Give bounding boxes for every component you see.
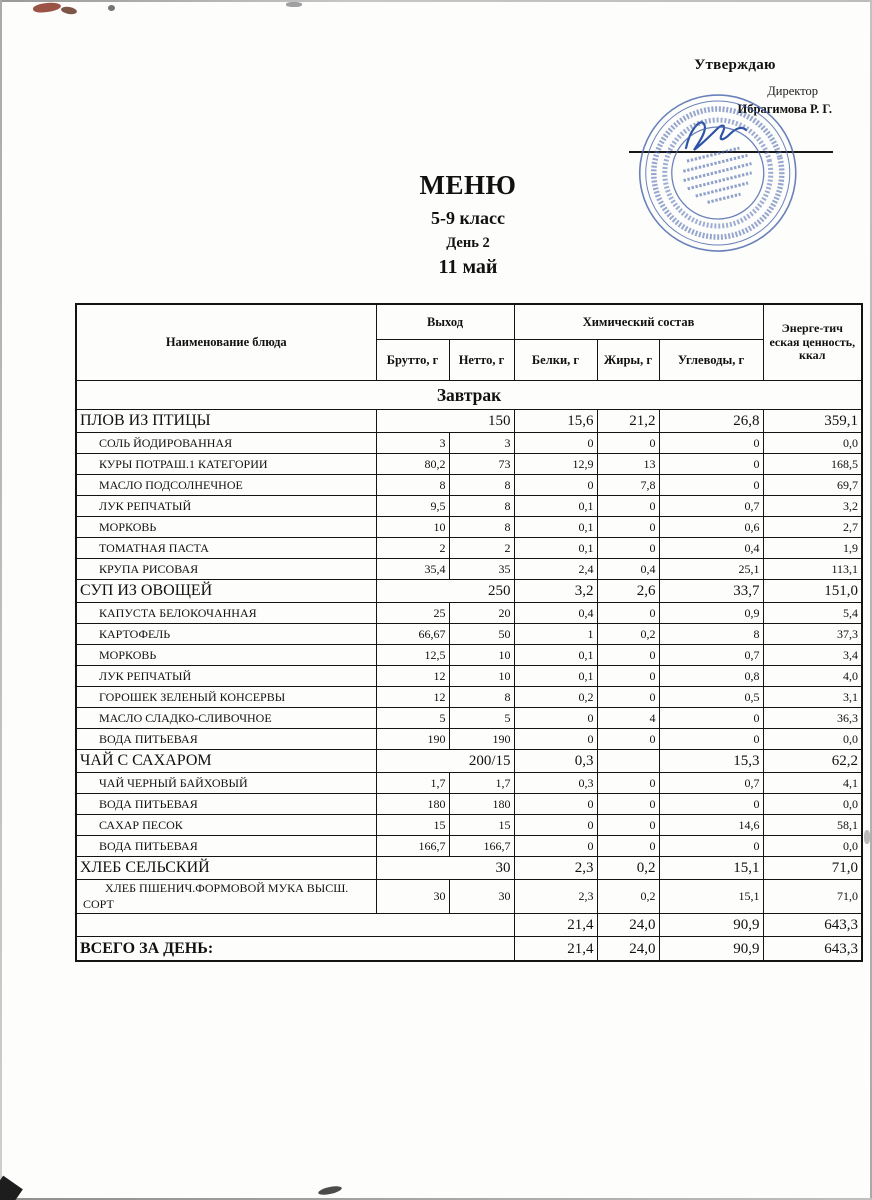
brutto-value: 66,67 (376, 624, 449, 645)
scan-edge-top (0, 0, 872, 2)
protein-value: 0,1 (514, 517, 597, 538)
carbs-value: 0,5 (659, 687, 763, 708)
col-header-output: Выход (376, 304, 514, 340)
netto-value: 5 (449, 708, 514, 729)
protein-value: 3,2 (514, 580, 597, 603)
protein-value: 0,1 (514, 666, 597, 687)
protein-value: 0,4 (514, 603, 597, 624)
netto-value: 73 (449, 454, 514, 475)
brutto-value: 15 (376, 815, 449, 836)
netto-value: 190 (449, 729, 514, 750)
protein-total: 21,4 (514, 914, 597, 937)
kcal-value: 3,4 (763, 645, 862, 666)
carbs-total: 90,9 (659, 914, 763, 937)
netto-value: 3 (449, 433, 514, 454)
kcal-value: 359,1 (763, 410, 862, 433)
menu-row-ingredient (76, 666, 862, 687)
fat-total: 24,0 (597, 914, 659, 937)
date-subtitle: 11 май (438, 256, 498, 278)
menu-table (75, 303, 863, 962)
kcal-value: 4,1 (763, 773, 862, 794)
carbs-value: 14,6 (659, 815, 763, 836)
kcal-total: 643,3 (763, 914, 862, 937)
brutto-value: 1,7 (376, 773, 449, 794)
protein-total: 21,4 (514, 937, 597, 962)
menu-row-ingredient (76, 517, 862, 538)
fat-value: 21,2 (597, 410, 659, 433)
col-header-energy: Энерге-тич еская ценность, ккал (763, 304, 862, 381)
output-netto-value: 200/15 (376, 750, 514, 773)
director-title: Директор (767, 84, 818, 98)
netto-value: 30 (449, 880, 514, 914)
menu-row-ingredient (76, 433, 862, 454)
brutto-value: 2 (376, 538, 449, 559)
carbs-value: 0,6 (659, 517, 763, 538)
fat-value: 0 (597, 496, 659, 517)
carbs-value: 33,7 (659, 580, 763, 603)
carbs-value: 0,9 (659, 603, 763, 624)
section-title: Завтрак (76, 381, 862, 410)
carbs-value: 0,8 (659, 666, 763, 687)
protein-value: 12,9 (514, 454, 597, 475)
fat-value: 0 (597, 729, 659, 750)
carbs-value: 0 (659, 836, 763, 857)
scan-edge-left (0, 0, 2, 1200)
col-header-protein: Белки, г (514, 340, 597, 381)
netto-value: 50 (449, 624, 514, 645)
netto-value: 8 (449, 517, 514, 538)
carbs-total: 90,9 (659, 937, 763, 962)
fat-value: 0 (597, 687, 659, 708)
ingredient-name: МАСЛО ПОДСОЛНЕЧНОЕ (76, 475, 376, 496)
dish-name: СУП ИЗ ОВОЩЕЙ (76, 580, 376, 603)
protein-value: 0 (514, 433, 597, 454)
carbs-value: 0,7 (659, 773, 763, 794)
netto-value: 20 (449, 603, 514, 624)
scan-mark (864, 830, 870, 844)
kcal-value: 58,1 (763, 815, 862, 836)
brutto-value: 25 (376, 603, 449, 624)
carbs-value: 15,3 (659, 750, 763, 773)
protein-value: 0 (514, 836, 597, 857)
menu-row-ingredient (76, 815, 862, 836)
kcal-value: 71,0 (763, 857, 862, 880)
menu-title: МЕНЮ (419, 170, 517, 200)
fat-value (597, 750, 659, 773)
menu-row-dish (76, 580, 862, 603)
protein-value: 0,3 (514, 773, 597, 794)
scan-mark (318, 1185, 343, 1197)
title-block (75, 170, 861, 279)
kcal-value: 71,0 (763, 880, 862, 914)
menu-row-dish (76, 857, 862, 880)
scan-mark (33, 1, 62, 14)
grand-total-label: ВСЕГО ЗА ДЕНЬ: (76, 937, 514, 962)
brutto-value: 9,5 (376, 496, 449, 517)
grade-subtitle: 5-9 класс (431, 208, 505, 228)
col-header-chemical: Химический состав (514, 304, 763, 340)
netto-value: 8 (449, 687, 514, 708)
menu-row-ingredient (76, 645, 862, 666)
ingredient-name: ГОРОШЕК ЗЕЛЕНЫЙ КОНСЕРВЫ (76, 687, 376, 708)
col-header-carbs: Углеводы, г (659, 340, 763, 381)
ingredient-name: КАПУСТА БЕЛОКОЧАННАЯ (76, 603, 376, 624)
protein-value: 0,1 (514, 496, 597, 517)
brutto-value: 5 (376, 708, 449, 729)
fat-value: 0,2 (597, 857, 659, 880)
ingredient-name: ВОДА ПИТЬЕВАЯ (76, 729, 376, 750)
kcal-value: 1,9 (763, 538, 862, 559)
fat-value: 0 (597, 836, 659, 857)
output-netto-value: 150 (376, 410, 514, 433)
ingredient-name: САХАР ПЕСОК (76, 815, 376, 836)
fat-value: 0 (597, 815, 659, 836)
netto-value: 180 (449, 794, 514, 815)
menu-row-sum (76, 914, 862, 937)
menu-row-ingredient (76, 475, 862, 496)
protein-value: 0,2 (514, 687, 597, 708)
director-name: Ибрагимова Р. Г. (737, 102, 832, 116)
fat-value: 13 (597, 454, 659, 475)
brutto-value: 30 (376, 880, 449, 914)
kcal-total: 643,3 (763, 937, 862, 962)
protein-value: 0 (514, 815, 597, 836)
kcal-value: 151,0 (763, 580, 862, 603)
protein-value: 2,3 (514, 857, 597, 880)
menu-row-ingredient (76, 794, 862, 815)
menu-table-body (76, 381, 862, 962)
menu-row-ingredient (76, 773, 862, 794)
section-row (76, 381, 862, 410)
menu-row-ingredient (76, 603, 862, 624)
protein-value: 2,4 (514, 559, 597, 580)
protein-value: 0,1 (514, 645, 597, 666)
brutto-value: 180 (376, 794, 449, 815)
netto-value: 1,7 (449, 773, 514, 794)
carbs-value: 8 (659, 624, 763, 645)
menu-row-ingredient (76, 729, 862, 750)
col-header-dish-name: Наименование блюда (76, 304, 376, 381)
menu-row-ingredient (76, 687, 862, 708)
menu-row-ingredient (76, 880, 862, 914)
carbs-value: 0 (659, 729, 763, 750)
netto-value: 2 (449, 538, 514, 559)
fat-value: 0,2 (597, 880, 659, 914)
output-netto-value: 30 (376, 857, 514, 880)
brutto-value: 12,5 (376, 645, 449, 666)
netto-value: 166,7 (449, 836, 514, 857)
brutto-value: 12 (376, 687, 449, 708)
brutto-value: 10 (376, 517, 449, 538)
kcal-value: 4,0 (763, 666, 862, 687)
protein-value: 0,3 (514, 750, 597, 773)
carbs-value: 0 (659, 794, 763, 815)
protein-value: 1 (514, 624, 597, 645)
fat-value: 0 (597, 773, 659, 794)
carbs-value: 0,4 (659, 538, 763, 559)
kcal-value: 2,7 (763, 517, 862, 538)
kcal-value: 62,2 (763, 750, 862, 773)
netto-value: 10 (449, 666, 514, 687)
fat-value: 0 (597, 538, 659, 559)
col-header-brutto: Брутто, г (376, 340, 449, 381)
menu-row-ingredient (76, 538, 862, 559)
fat-value: 4 (597, 708, 659, 729)
kcal-value: 0,0 (763, 729, 862, 750)
scan-mark (0, 1176, 23, 1200)
fat-value: 0 (597, 433, 659, 454)
menu-row-grand (76, 937, 862, 962)
ingredient-name: СОЛЬ ЙОДИРОВАННАЯ (76, 433, 376, 454)
protein-value: 0 (514, 729, 597, 750)
protein-value: 0 (514, 708, 597, 729)
output-netto-value: 250 (376, 580, 514, 603)
header-row-1 (76, 304, 862, 340)
brutto-value: 35,4 (376, 559, 449, 580)
menu-row-ingredient (76, 836, 862, 857)
netto-value: 15 (449, 815, 514, 836)
fat-value: 0 (597, 517, 659, 538)
carbs-value: 0,7 (659, 496, 763, 517)
kcal-value: 69,7 (763, 475, 862, 496)
carbs-value: 0 (659, 454, 763, 475)
fat-value: 0,2 (597, 624, 659, 645)
brutto-value: 8 (376, 475, 449, 496)
fat-value: 0,4 (597, 559, 659, 580)
fat-value: 0 (597, 666, 659, 687)
menu-row-ingredient (76, 454, 862, 475)
scan-mark (286, 2, 302, 7)
netto-value: 10 (449, 645, 514, 666)
ingredient-name: КРУПА РИСОВАЯ (76, 559, 376, 580)
carbs-value: 0 (659, 475, 763, 496)
protein-value: 0 (514, 475, 597, 496)
col-header-fat: Жиры, г (597, 340, 659, 381)
col-header-netto: Нетто, г (449, 340, 514, 381)
kcal-value: 37,3 (763, 624, 862, 645)
carbs-value: 26,8 (659, 410, 763, 433)
menu-row-ingredient (76, 496, 862, 517)
ingredient-name: ЧАЙ ЧЕРНЫЙ БАЙХОВЫЙ (76, 773, 376, 794)
ingredient-name: КАРТОФЕЛЬ (76, 624, 376, 645)
protein-value: 0 (514, 794, 597, 815)
carbs-value: 15,1 (659, 857, 763, 880)
fat-value: 0 (597, 645, 659, 666)
dish-name: ЧАЙ С САХАРОМ (76, 750, 376, 773)
kcal-value: 36,3 (763, 708, 862, 729)
carbs-value: 0,7 (659, 645, 763, 666)
dish-name: ХЛЕБ СЕЛЬСКИЙ (76, 857, 376, 880)
ingredient-name: ВОДА ПИТЬЕВАЯ (76, 836, 376, 857)
day-subtitle: День 2 (446, 235, 490, 251)
dish-name: ПЛОВ ИЗ ПТИЦЫ (76, 410, 376, 433)
kcal-value: 3,1 (763, 687, 862, 708)
fat-value: 7,8 (597, 475, 659, 496)
carbs-value: 0 (659, 708, 763, 729)
brutto-value: 190 (376, 729, 449, 750)
ingredient-name: ТОМАТНАЯ ПАСТА (76, 538, 376, 559)
ingredient-name: МОРКОВЬ (76, 645, 376, 666)
ingredient-name: ЛУК РЕПЧАТЫЙ (76, 496, 376, 517)
kcal-value: 168,5 (763, 454, 862, 475)
scan-mark (61, 6, 78, 15)
fat-value: 0 (597, 794, 659, 815)
menu-row-ingredient (76, 708, 862, 729)
carbs-value: 25,1 (659, 559, 763, 580)
fat-value: 0 (597, 603, 659, 624)
fat-value: 2,6 (597, 580, 659, 603)
netto-value: 8 (449, 475, 514, 496)
protein-value: 15,6 (514, 410, 597, 433)
carbs-value: 15,1 (659, 880, 763, 914)
menu-row-dish (76, 410, 862, 433)
protein-value: 2,3 (514, 880, 597, 914)
kcal-value: 0,0 (763, 836, 862, 857)
menu-row-ingredient (76, 559, 862, 580)
kcal-value: 0,0 (763, 433, 862, 454)
kcal-value: 0,0 (763, 794, 862, 815)
brutto-value: 166,7 (376, 836, 449, 857)
ingredient-name: МОРКОВЬ (76, 517, 376, 538)
fat-total: 24,0 (597, 937, 659, 962)
netto-value: 8 (449, 496, 514, 517)
approve-label: Утверждаю (694, 57, 776, 73)
netto-value: 35 (449, 559, 514, 580)
ingredient-name: КУРЫ ПОТРАШ.1 КАТЕГОРИИ (76, 454, 376, 475)
kcal-value: 3,2 (763, 496, 862, 517)
menu-row-ingredient (76, 624, 862, 645)
ingredient-name: ЛУК РЕПЧАТЫЙ (76, 666, 376, 687)
protein-value: 0,1 (514, 538, 597, 559)
ingredient-name: МАСЛО СЛАДКО-СЛИВОЧНОЕ (76, 708, 376, 729)
ingredient-name: ХЛЕБ ПШЕНИЧ.ФОРМОВОЙ МУКА ВЫСШ. СОРТ (76, 880, 376, 914)
brutto-value: 3 (376, 433, 449, 454)
kcal-value: 5,4 (763, 603, 862, 624)
brutto-value: 80,2 (376, 454, 449, 475)
kcal-value: 113,1 (763, 559, 862, 580)
ingredient-name: ВОДА ПИТЬЕВАЯ (76, 794, 376, 815)
menu-row-dish (76, 750, 862, 773)
brutto-value: 12 (376, 666, 449, 687)
carbs-value: 0 (659, 433, 763, 454)
empty-cell (76, 914, 514, 937)
scan-mark (108, 5, 115, 11)
